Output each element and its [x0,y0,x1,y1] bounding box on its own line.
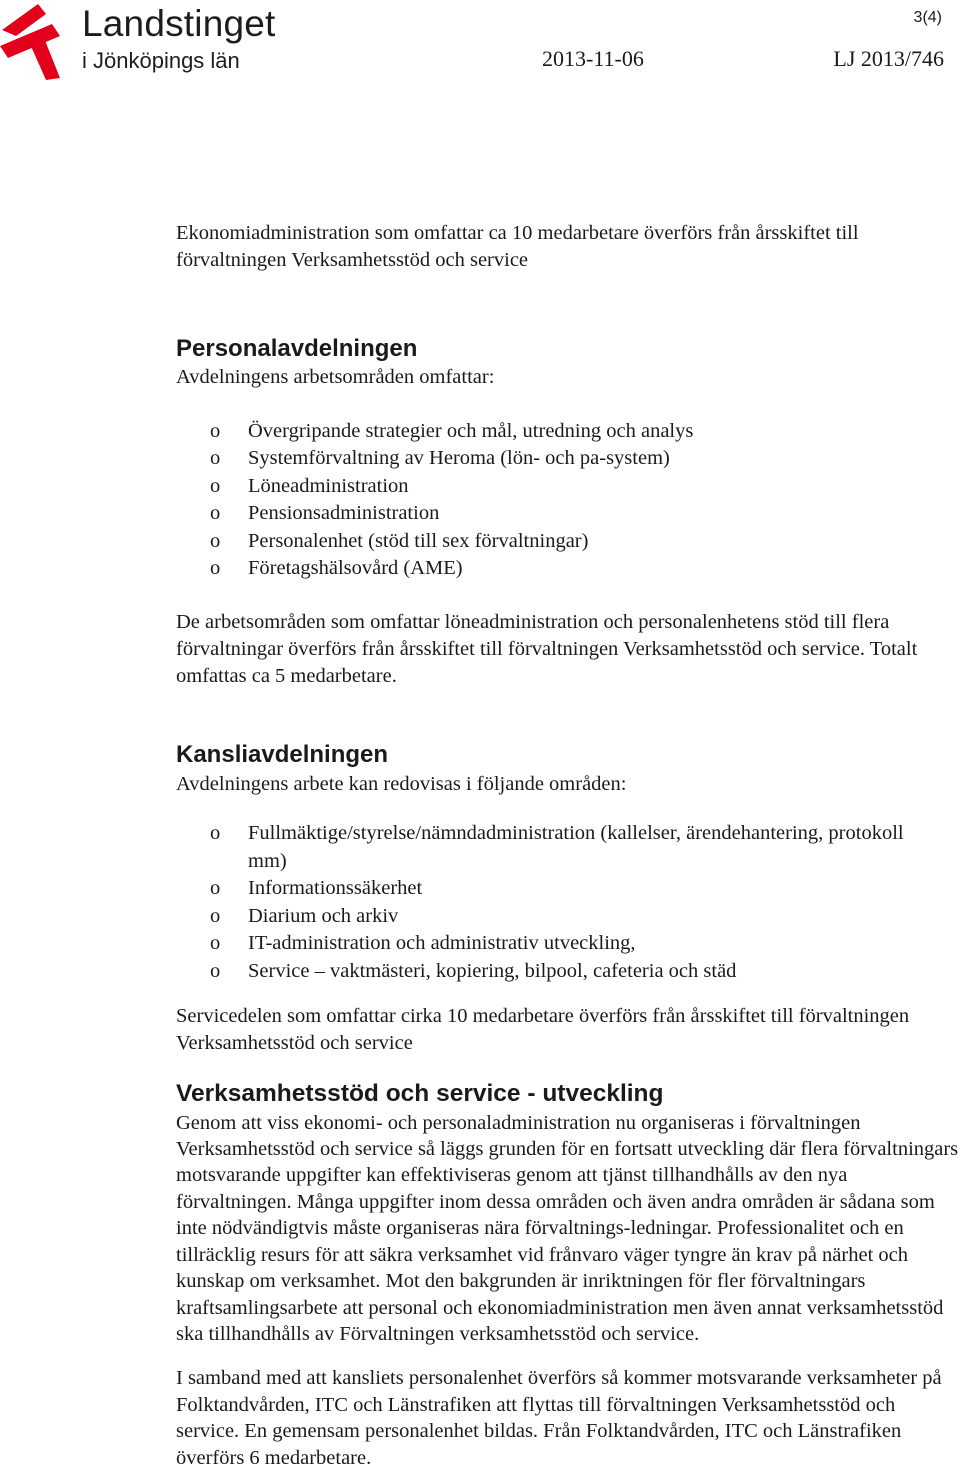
logo-mark-icon [0,0,80,80]
list-item: o Informationssäkerhet [176,875,936,903]
bullet-marker: o [210,959,221,982]
list-item: o Övergripande strategier och mål, utredning och analys [176,418,960,446]
bullet-marker: o [210,877,221,900]
logo-subtitle: i Jönköpings län [82,48,240,73]
page-number: 3(4) [913,9,942,26]
document-body [176,220,960,1471]
list-item: o IT-administration och administrativ utveckling, [176,930,936,958]
section-heading-vso: Verksamhetsstöd och service - utveckling [176,1079,664,1107]
list-item: o Personalenhet (stöd till sex förvaltningar) [176,528,960,556]
list-item: o Service – vaktmästeri, kopiering, bilpool, cafeteria och städ [176,958,936,986]
section-lead-kansli: Avdelningens arbete kan redovisas i följande områden: [176,772,627,795]
bullet-marker: o [210,822,221,845]
section-heading-kansli: Kansliavdelningen [176,740,389,768]
document-reference: LJ 2013/746 [833,46,944,71]
vso-paragraph-1: Genom att viss ekonomi- och personaladministration nu organiseras i förvaltningen Verksamhetsstöd och service så läggs grunden för en fortsatt utveckling där flera förvaltningars motsvarande uppgifter kan effektiviseras genom att tjänst tillhandhålls av den nya förvaltningen. Många uppgifter inom dessa områden och även andra områden är sådana som inte nödvändigtvis måste organiseras nära förvaltnings-ledningar. Professionalitet och en tillräcklig resurs för att säkra verksamhet vid frånvaro väger tyngre än krav på närhet och kunskap om verksamhet. Mot den bakgrunden är inriktningen för fler förvaltningars kraftsamlingsarbete att personal och ekonomiadministration men även annat verksamhetsstöd ska tillhandhålls av Förvaltningen verksamhetsstöd och service. [176,1111,959,1345]
bullet-marker: o [210,529,221,552]
bullet-marker: o [210,557,221,580]
bullet-marker: o [210,932,221,955]
list-item: o Företagshälsovård (AME) [176,555,960,583]
list-item: o Diarium och arkiv [176,903,936,931]
list-item: o Fullmäktige/styrelse/nämndadministration (kallelser, ärendehantering, protokoll mm) [210,822,904,872]
bullet-list-kansli [176,820,936,985]
bullet-marker: o [210,447,221,470]
logo [0,0,320,80]
logo-title: Landstinget [82,3,276,44]
list-item: o Systemförvaltning av Heroma (lön- och pa-system) [176,445,960,473]
personal-summary: De arbetsområden som omfattar löneadministration och personalenhetens stöd till flera förvaltningar överförs från årsskiftet till förvaltningen Verksamhetsstöd och service. Totalt omfattas ca 5 medarbetare. [176,610,918,688]
kansli-summary: Servicedelen som omfattar cirka 10 medarbetare överförs från årsskiftet till förvaltningen Verksamhetsstöd och service [176,1005,910,1055]
list-item: o Pensionsadministration [176,500,960,528]
bullet-marker: o [210,502,221,525]
bullet-list-personal [176,418,960,583]
list-item: o Löneadministration [176,473,960,501]
intro-paragraph: Ekonomiadministration som omfattar ca 10 medarbetare överförs från årsskiftet till förvaltningen Verksamhetsstöd och service [176,222,859,272]
bullet-marker: o [210,419,221,442]
document-date: 2013-11-06 [542,46,644,71]
section-heading-personal: Personalavdelningen [176,334,418,362]
bullet-marker: o [210,904,221,927]
vso-paragraph-2: I samband med att kansliets personalenhet överförs så kommer motsvarande verksamheter på Folktandvården, ITC och Länstrafiken att flyttas till förvaltningen Verksamhetsstöd och service. En gemensam personalenhet bildas. Från Folktandvården, ITC och Länstrafiken överförs 6 medarbetare. [176,1367,942,1469]
bullet-marker: o [210,474,221,497]
section-lead-personal: Avdelningens arbetsområden omfattar: [176,365,495,388]
